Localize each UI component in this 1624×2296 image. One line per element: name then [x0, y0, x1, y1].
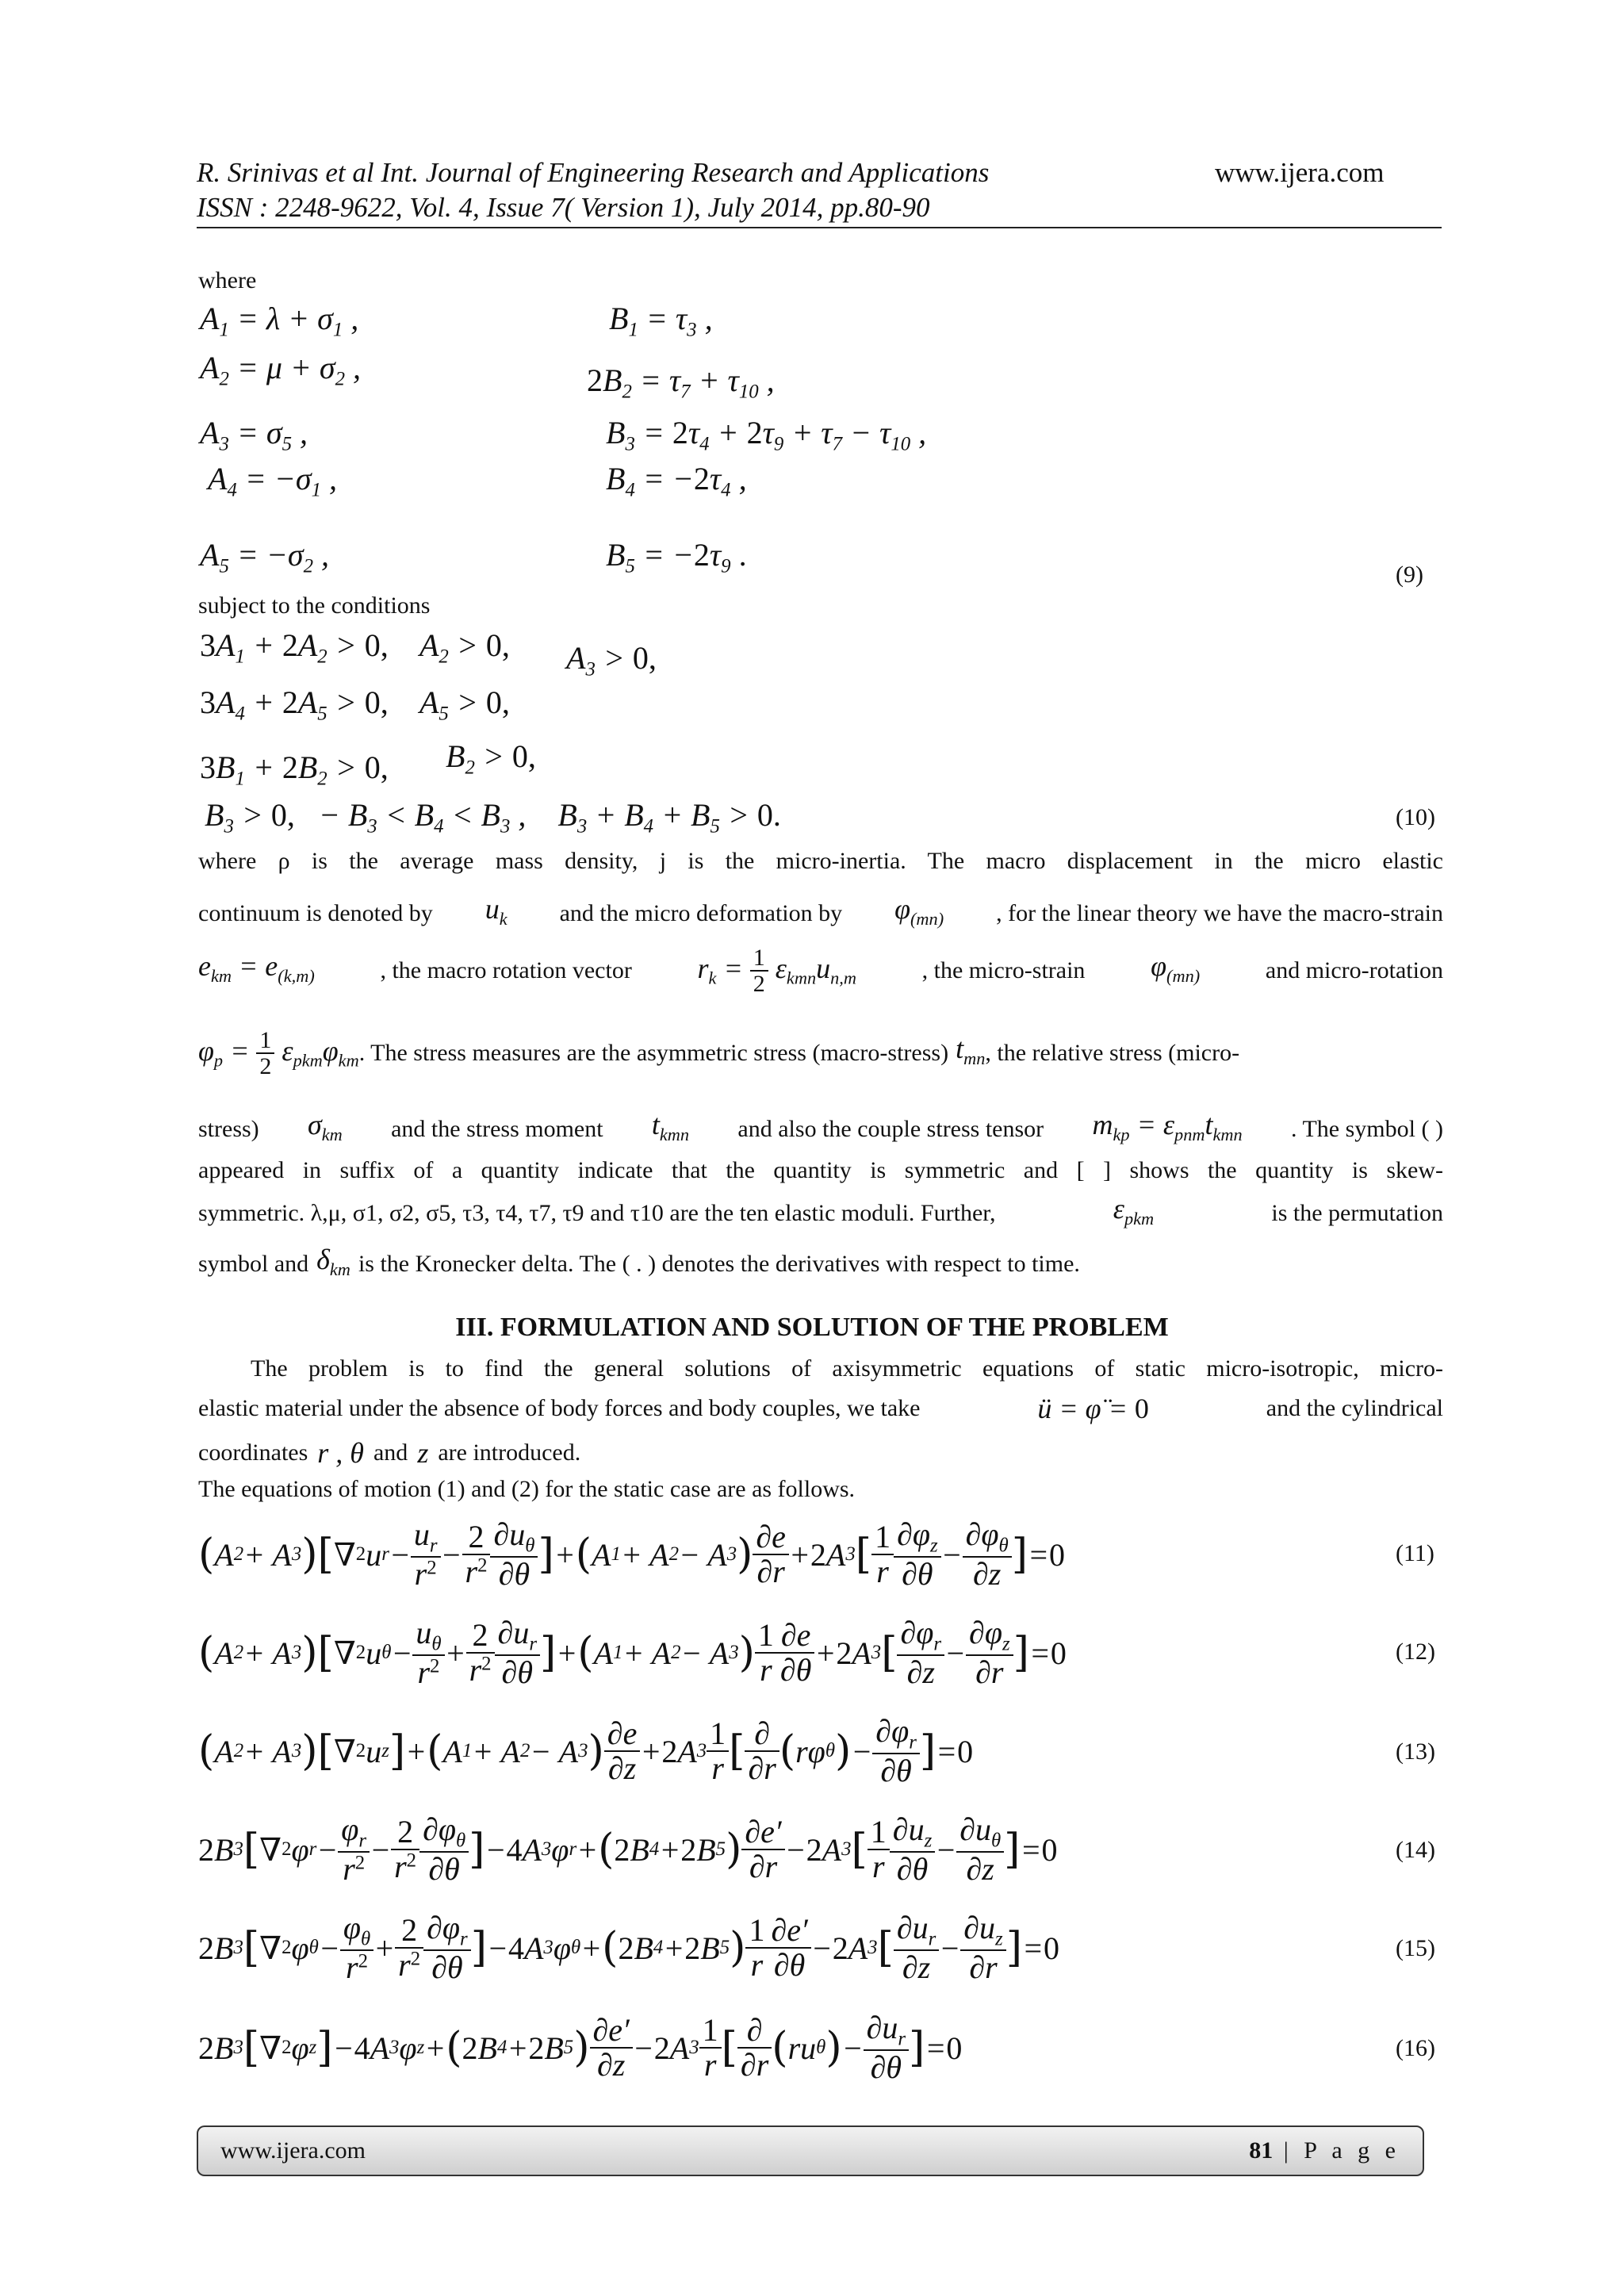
- section-heading: III. FORMULATION AND SOLUTION OF THE PROBLEM: [455, 1313, 1169, 1342]
- text-segment: is the Kronecker delta. The ( . ) denotes the derivatives with respect to time.: [358, 1251, 1080, 1278]
- math-z: z: [417, 1437, 429, 1469]
- eq-A1: $A_1 = \lambda + \sigma_1$ ,: [200, 301, 359, 341]
- cond-row-4: $B_3 > 0$, − $B_3 < B_4 < B_3$ , $B_3 + B_4 + B_5 > 0$.: [205, 797, 781, 838]
- math-couple-stress: $m_{kp} = \varepsilon_{pnm}t_{kmn}$: [1092, 1109, 1243, 1144]
- equation-number-9: (9): [1396, 562, 1423, 588]
- math-r-theta: r , θ: [317, 1437, 364, 1469]
- eq-A4: $A_4 = -\sigma_1$ ,: [208, 461, 337, 501]
- eq-B5: $B_5 = -2\tau_9$ .: [606, 537, 747, 577]
- text-segment: , the macro rotation vector: [380, 957, 632, 983]
- text-segment: continuum is denoted by: [198, 900, 433, 927]
- math-phi-mn: $\varphi_{(mn)}$: [894, 893, 944, 929]
- math-phi-mn-2: $\varphi_{(mn)}$: [1151, 949, 1201, 986]
- math-t-mn: $t_{mn}$: [948, 1032, 986, 1068]
- text-segment: , the relative stress (micro-: [985, 1040, 1240, 1066]
- text-segment: coordinates: [198, 1439, 308, 1466]
- equation-14: 2 B 3 [ ∇ 2 φ r − $\frac{\varphi_r}{r^2}$ − $\frac{2}{r^2}$ $\frac{\partial\varphi_\theta}{\partial\theta}$ ] − 4 A 3 φ r + ( 2 B 4 + 2 B 5 ) $\frac{\partial e'}{\partial r}$ − 2 A 3 [ $\frac{1}{r}$ $\frac{\partial u_z}{\partial\theta}$ − $\frac{\partial u_\theta}{\partial z}$ ] = 0: [198, 1811, 1058, 1888]
- text-segment: are introduced.: [438, 1439, 581, 1466]
- text-segment: . The stress measures are the asymmetric stress (macro-stress): [358, 1040, 949, 1066]
- text-segment: and the cylindrical: [1266, 1395, 1443, 1421]
- cond-row-3: $3B_1 + 2B_2 > 0$,: [200, 749, 389, 790]
- eq-B1: $B_1 = \tau_3$ ,: [609, 301, 713, 341]
- math-t-kmn: $t_{kmn}$: [651, 1109, 690, 1144]
- text-segment: and the micro deformation by: [559, 900, 843, 927]
- running-header-issn: ISSN : 2248-9622, Vol. 4, Issue 7( Version 1), July 2014, pp.80-90: [197, 192, 930, 223]
- para1-line4: [198, 1022, 1443, 1085]
- text-segment: symbol and: [198, 1251, 309, 1278]
- eq-A5: $A_5 = -\sigma_2$ ,: [200, 537, 329, 577]
- para2-line2: [198, 1393, 1443, 1424]
- running-header-journal: R. Srinivas et al Int. Journal of Engineering Research and Applications: [197, 157, 990, 188]
- page-word: | P a g e: [1273, 2137, 1400, 2164]
- math-epsilon-pkm: $\varepsilon_{pkm}$: [1113, 1193, 1155, 1228]
- equation-number-15: (15): [1396, 1935, 1435, 1961]
- math-u-k: $u_k$: [485, 893, 508, 929]
- para1-line3: [198, 939, 1443, 1002]
- footer-site: www.ijera.com: [220, 2137, 366, 2164]
- equation-number-10: (10): [1396, 804, 1435, 830]
- text-segment: elastic material under the absence of body forces and body couples, we take: [198, 1395, 921, 1421]
- eq-A2: $A_2 = \mu + \sigma_2$ ,: [200, 350, 362, 390]
- page-footer: [197, 2125, 1424, 2176]
- cond-row-2: $3A_4 + 2A_5 > 0$, $A_5 > 0$,: [200, 684, 510, 725]
- equation-number-11: (11): [1396, 1540, 1434, 1566]
- para1-line5: [198, 1109, 1443, 1151]
- text-segment: and micro-rotation: [1265, 957, 1443, 983]
- text-segment: and the stress moment: [391, 1116, 603, 1143]
- text-segment: stress): [198, 1116, 259, 1143]
- eq-B2: $2B_2 = \tau_7 + \tau_{10}$ ,: [587, 362, 775, 403]
- text-segment: and: [373, 1439, 408, 1466]
- equation-number-16: (16): [1396, 2035, 1435, 2061]
- para2-line1: The problem is to find the general solutions of axisymmetric equations of static micro-isotropic, micro-: [251, 1355, 1443, 1382]
- equation-number-13: (13): [1396, 1738, 1435, 1765]
- cond-A3: $A_3 > 0$,: [566, 640, 657, 680]
- equation-15: 2 B 3 [ ∇ 2 φ θ − $\frac{\varphi_\theta}{r^2}$ + $\frac{2}{r^2}$ $\frac{\partial\varphi_r}{\partial\theta}$ ] − 4 A 3 φ θ + ( 2 B 4 + 2 B 5 ) $\frac{1}{r}$ $\frac{\partial e'}{\partial\theta}$ − 2 A 3 [ $\frac{\partial u_r}{\partial z}$ − $\frac{\partial u_z}{\partial r}$ ] = 0: [198, 1909, 1059, 1986]
- running-header-site: www.ijera.com: [1215, 157, 1385, 188]
- para1-line6: appeared in suffix of a quantity indicate that the quantity is symmetric and [ ] shows the quantity is skew-: [198, 1157, 1443, 1183]
- eq-B4: $B_4 = -2\tau_4$ ,: [606, 461, 747, 501]
- text-segment: , the micro-strain: [921, 957, 1086, 983]
- para2-line4: The equations of motion (1) and (2) for the static case are as follows.: [198, 1476, 856, 1502]
- equation-12: ( A 2 + A 3 ) [ ∇ 2 u θ − $\frac{u_\theta}{r^2}$ + $\frac{2}{r^2}$ $\frac{\partial u_r}{\partial\theta}$ ] + ( A 1 + A 2 − A 3 ) $\frac{1}{r}$ $\frac{\partial e}{\partial\theta}$ + 2 A 3 [ $\frac{\partial\varphi_r}{\partial z}$ − $\frac{\partial\varphi_z}{\partial r}$ ] = 0: [198, 1614, 1067, 1691]
- equation-number-12: (12): [1396, 1639, 1435, 1665]
- para2-line3: [198, 1437, 580, 1469]
- where-label: where: [198, 267, 257, 293]
- math-ekm: $e_{km} = e_{(k,m)}$: [198, 949, 315, 986]
- text-segment: and also the couple stress tensor: [737, 1116, 1044, 1143]
- math-static-condition: ü = φ̈ = 0: [1037, 1393, 1149, 1424]
- text-segment: symmetric. λ,μ, σ1, σ2, σ5, τ3, τ4, τ7, τ9 and τ10 are the ten elastic moduli. Further,: [198, 1200, 996, 1227]
- cond-row-1: $3A_1 + 2A_2 > 0$, $A_2 > 0$,: [200, 627, 510, 668]
- para1-line2: [198, 893, 1443, 935]
- cond-B2: $B_2 > 0$,: [446, 738, 536, 779]
- footer-page: [1249, 2137, 1400, 2164]
- math-delta-km: $\delta_{km}$: [316, 1244, 350, 1279]
- para1-line1: where ρ is the average mass density, j is the micro-inertia. The macro displacement in the micro elastic: [198, 848, 1443, 874]
- para1-line8: [198, 1244, 1080, 1286]
- equation-number-14: (14): [1396, 1837, 1435, 1863]
- text-segment: , for the linear theory we have the macro-strain: [996, 900, 1443, 927]
- eq-B3: $B_3 = 2\tau_4 + 2\tau_9 + \tau_7 - \tau_{10}$ ,: [606, 415, 927, 455]
- equation-11: ( A 2 + A 3 ) [ ∇ 2 u r − $\frac{u_r}{r^2}$ − $\frac{2}{r^2}$ $\frac{\partial u_\theta}{\partial\theta}$ ] + ( A 1 + A 2 − A 3 ) $\frac{\partial e}{\partial r}$ + 2 A 3 [ $\frac{1}{r}$ $\frac{\partial\varphi_z}{\partial\theta}$ − $\frac{\partial\varphi_\theta}{\partial z}$ ] = 0: [198, 1516, 1066, 1593]
- page-number: 81: [1249, 2137, 1274, 2164]
- conditions-label: subject to the conditions: [198, 592, 431, 619]
- eq-A3: $A_3 = \sigma_5$ ,: [200, 415, 308, 455]
- math-phi-p: $\varphi_p$ = $\frac{1}{2}$ $\varepsilon_{pkm}\varphi_{km}$: [198, 1026, 359, 1079]
- math-sigma-km: $\sigma_{km}$: [307, 1109, 343, 1144]
- text-segment: . The symbol ( ): [1291, 1116, 1443, 1143]
- text-segment: is the permutation: [1271, 1200, 1443, 1227]
- math-rotation: $r_k$ = $\frac{1}{2}$ $\varepsilon_{kmn}u_{n,m}$: [697, 944, 856, 997]
- equation-13: ( A 2 + A 3 ) [ ∇ 2 u z ] + ( A 1 + A 2 − A 3 ) $\frac{\partial e}{\partial z}$ + 2 A 3 $\frac{1}{r}$ [ $\frac{\partial}{\partial r}$ ( rφ θ ) − $\frac{\partial\varphi_r}{\partial\theta}$ ] = 0: [198, 1712, 974, 1789]
- header-rule: [197, 227, 1442, 228]
- equation-16: 2 B 3 [ ∇ 2 φ z ] − 4 A 3 φ z + ( 2 B 4 + 2 B 5 ) $\frac{\partial e'}{\partial z}$ − 2 A 3 $\frac{1}{r}$ [ $\frac{\partial}{\partial r}$ ( ru θ ) − $\frac{\partial u_r}{\partial\theta}$ ] = 0: [198, 2009, 963, 2086]
- para1-line7: [198, 1193, 1443, 1235]
